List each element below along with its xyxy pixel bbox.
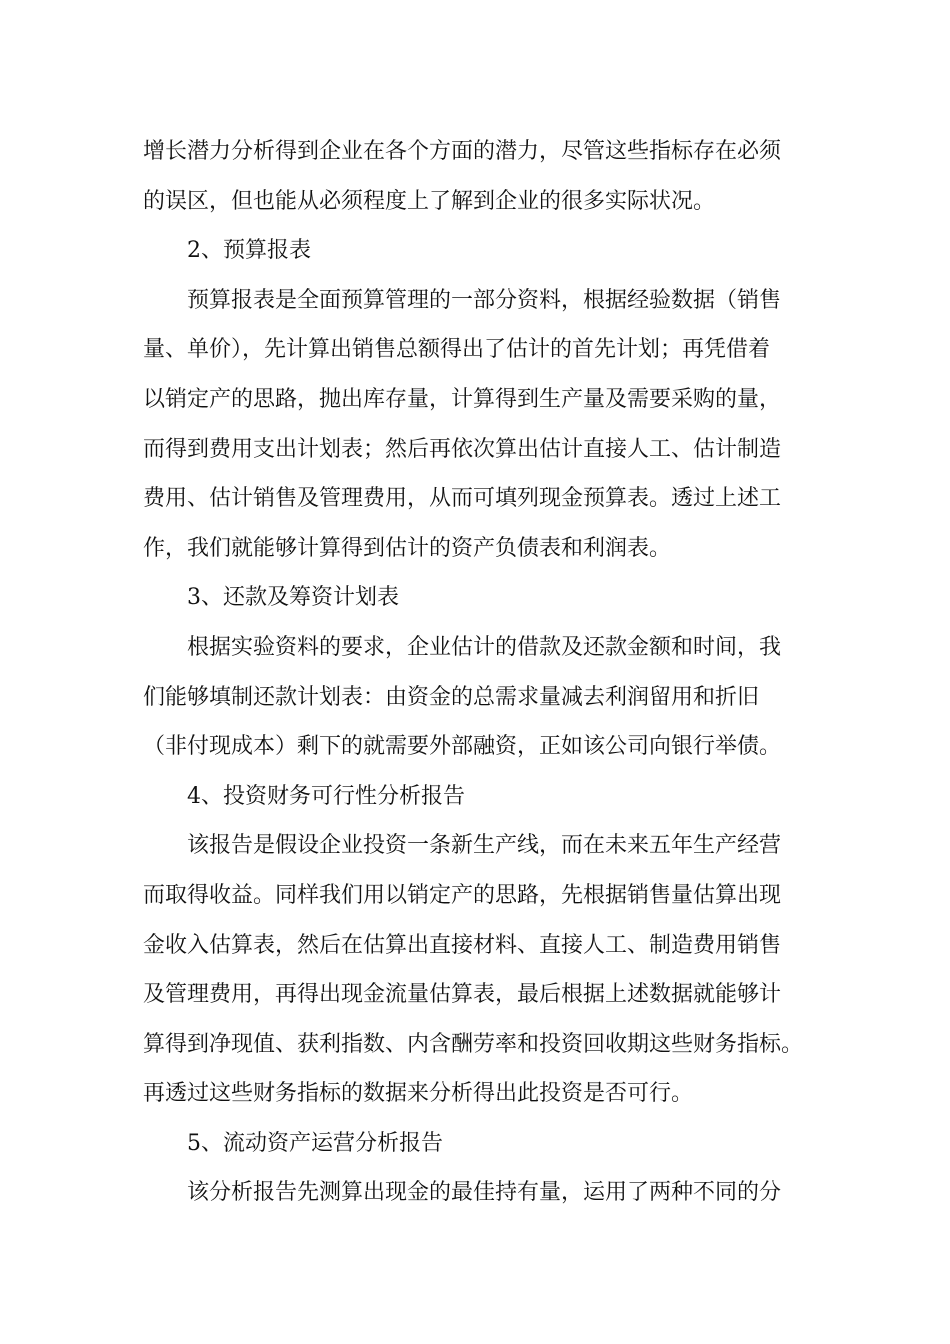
text-line: 根据实验资料的要求，企业估计的借款及还款金额和时间，我 xyxy=(187,634,782,660)
text-line: 而取得收益。同样我们用以销定产的思路，先根据销售量估算出现 xyxy=(143,882,782,908)
text-line: 该报告是假设企业投资一条新生产线，而在未来五年生产经营 xyxy=(187,833,782,859)
text-line: 量、单价），先计算出销售总额得出了估计的首先计划；再凭借着 xyxy=(143,337,771,363)
text-line: 预算报表是全面预算管理的一部分资料，根据经验数据（销售 xyxy=(187,287,782,313)
text-line: 算得到净现值、获利指数、内含酬劳率和投资回收期这些财务指标。 xyxy=(143,1031,804,1057)
text-line: 的误区，但也能从必须程度上了解到企业的很多实际状况。 xyxy=(143,188,716,214)
section-heading: 2、预算报表 xyxy=(187,238,311,264)
text-line: 再透过这些财务指标的数据来分析得出此投资是否可行。 xyxy=(143,1081,694,1107)
text-line: 及管理费用，再得出现金流量估算表，最后根据上述数据就能够计 xyxy=(143,982,782,1008)
text-line: 该分析报告先测算出现金的最佳持有量，运用了两种不同的分 xyxy=(187,1180,782,1206)
section-heading: 4、投资财务可行性分析报告 xyxy=(187,783,465,809)
section-heading: 5、流动资产运营分析报告 xyxy=(187,1130,443,1156)
text-line: 增长潜力分析得到企业在各个方面的潜力，尽管这些指标存在必须 xyxy=(143,139,782,164)
text-line: （非付现成本）剩下的就需要外部融资，正如该公司向银行举债。 xyxy=(143,734,782,760)
text-line: 而得到费用支出计划表；然后再依次算出估计直接人工、估计制造 xyxy=(143,436,782,462)
body-text xyxy=(143,127,813,1218)
text-line: 金收入估算表，然后在估算出直接材料、直接人工、制造费用销售 xyxy=(143,932,782,958)
section-heading: 3、还款及筹资计划表 xyxy=(187,585,399,611)
text-line: 费用、估计销售及管理费用，从而可填列现金预算表。透过上述工 xyxy=(143,486,782,512)
text-line: 们能够填制还款计划表：由资金的总需求量减去利润留用和折旧 xyxy=(143,684,760,710)
text-line: 作，我们就能够计算得到估计的资产负债表和利润表。 xyxy=(143,535,672,561)
text-line: 以销定产的思路，抛出库存量，计算得到生产量及需要采购的量， xyxy=(143,386,782,412)
